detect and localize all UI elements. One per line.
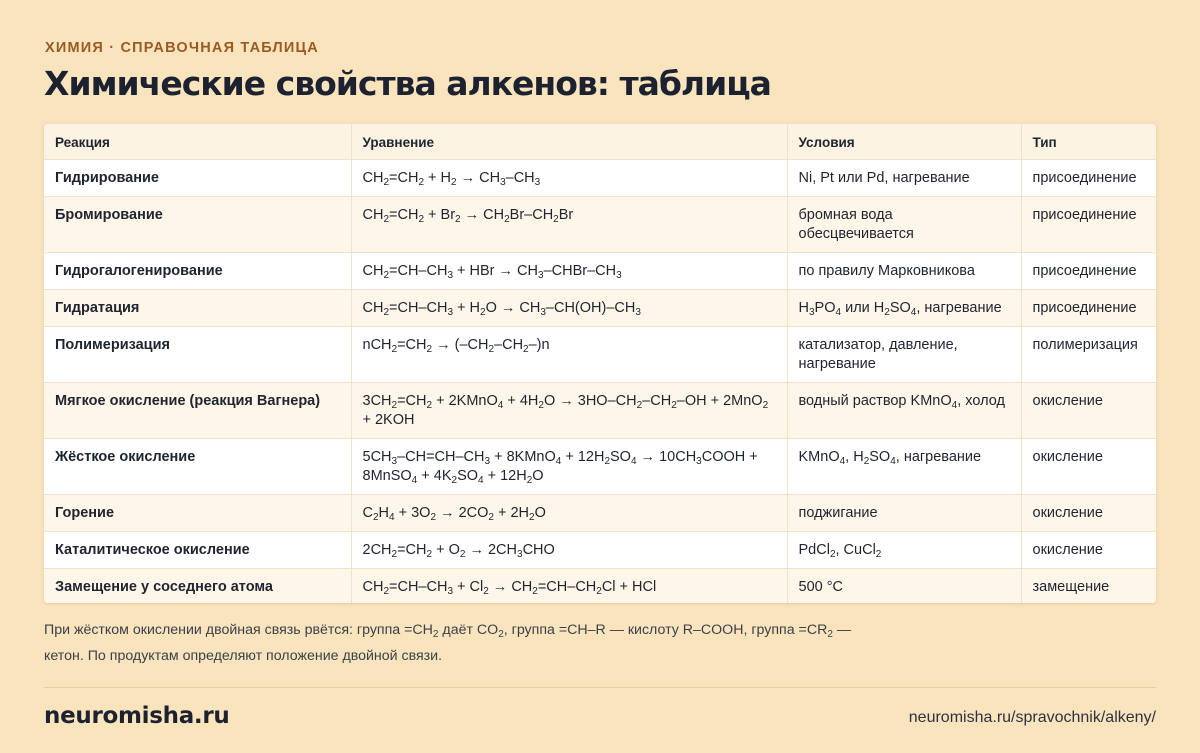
conditions-cell: PdCl$_2$, CuCl$_2$	[787, 531, 1021, 568]
conditions-cell: по правилу Марковникова	[787, 252, 1021, 289]
equation-cell: $CH_2=CH_2 + Br_2 \to CH_2Br-CH_2Br$	[351, 196, 787, 252]
conditions-cell: водный раствор KMnO$_4$, холод	[787, 382, 1021, 438]
column-header-type: Тип	[1021, 124, 1156, 159]
reaction-cell: Бромирование	[44, 196, 351, 252]
column-header-reaction: Реакция	[44, 124, 351, 159]
equation-cell: $3CH_2=CH_2$ + 2KMnO$_4$ + $4H_2O \to 3HO-CH_2-CH_2-OH + 2MnO_2 + 2KOH$	[351, 382, 787, 438]
reaction-cell: Замещение у соседнего атома	[44, 568, 351, 603]
table-row	[44, 494, 1156, 531]
equation-cell: $CH_2=CH-CH_3 + H_2O \to CH_3-CH(OH)-CH_3$	[351, 289, 787, 326]
reactions-table-card	[44, 124, 1156, 603]
footnote: При жёстком окислении двойная связь рвётся: группа $=CH_2$ даёт $CO_2$, группа =CH–R — кислоту R–COOH, группа $=CR_2$ — кетон. По продуктам определяют положение двойной связи.	[44, 622, 852, 664]
type-cell: присоединение	[1021, 159, 1156, 196]
table-row	[44, 568, 1156, 603]
type-cell: присоединение	[1021, 289, 1156, 326]
category-label: ХИМИЯ · СПРАВОЧНАЯ ТАБЛИЦА	[45, 40, 319, 56]
reaction-cell: Гидратация	[44, 289, 351, 326]
table-row	[44, 252, 1156, 289]
column-header-conditions: Условия	[787, 124, 1021, 159]
column-header-equation: Уравнение	[351, 124, 787, 159]
table-row	[44, 326, 1156, 382]
conditions-cell: Ni, Pt или Pd, нагревание	[787, 159, 1021, 196]
type-cell: окисление	[1021, 382, 1156, 438]
conditions-cell: поджигание	[787, 494, 1021, 531]
type-cell: замещение	[1021, 568, 1156, 603]
type-cell: полимеризация	[1021, 326, 1156, 382]
table-row	[44, 531, 1156, 568]
equation-cell: $nCH_2=CH_2 \to (-CH_2-CH_2-)n$	[351, 326, 787, 382]
table-row	[44, 289, 1156, 326]
table-header-row	[44, 124, 1156, 159]
conditions-cell: катализатор, давление, нагревание	[787, 326, 1021, 382]
reaction-cell: Полимеризация	[44, 326, 351, 382]
table-row	[44, 196, 1156, 252]
type-cell: окисление	[1021, 531, 1156, 568]
site-logo[interactable]: neuromisha.ru	[44, 703, 230, 729]
table-row	[44, 438, 1156, 494]
type-cell: присоединение	[1021, 252, 1156, 289]
reaction-cell: Мягкое окисление (реакция Вагнера)	[44, 382, 351, 438]
equation-cell: $5CH_3-CH=CH-CH_3$ + 8KMnO$_4$ + $12H_2SO_4$ → $10CH_3COOH$ + 8MnSO$_4$ + $4K_2SO_4 + 12H_2O$	[351, 438, 787, 494]
conditions-cell: бромная вода обесцвечивается	[787, 196, 1021, 252]
reactions-table	[44, 124, 1156, 603]
reaction-cell: Горение	[44, 494, 351, 531]
type-cell: окисление	[1021, 438, 1156, 494]
equation-cell: $CH_2=CH-CH_3 + Cl_2 \to CH_2=CH-CH_2Cl$ + HCl	[351, 568, 787, 603]
equation-cell: $C_2H_4 + 3O_2 \to 2CO_2 + 2H_2O$	[351, 494, 787, 531]
equation-cell: $CH_2=CH-CH_3$ + HBr → $CH_3-CHBr-CH_3$	[351, 252, 787, 289]
page-url[interactable]: neuromisha.ru/spravochnik/alkeny/	[908, 709, 1156, 726]
equation-cell: $CH_2=CH_2 + H_2 \to CH_3-CH_3$	[351, 159, 787, 196]
page-title: Химические свойства алкенов: таблица	[44, 64, 771, 103]
equation-cell: $2CH_2=CH_2 + O_2 \to 2CH_3CHO$	[351, 531, 787, 568]
reaction-cell: Гидрогалогенирование	[44, 252, 351, 289]
footer-divider	[44, 687, 1156, 688]
reaction-cell: Каталитическое окисление	[44, 531, 351, 568]
conditions-cell: 500 °C	[787, 568, 1021, 603]
type-cell: присоединение	[1021, 196, 1156, 252]
reaction-cell: Жёсткое окисление	[44, 438, 351, 494]
table-row	[44, 159, 1156, 196]
conditions-cell: $H_3PO_4$ или $H_2SO_4$, нагревание	[787, 289, 1021, 326]
type-cell: окисление	[1021, 494, 1156, 531]
reaction-cell: Гидрирование	[44, 159, 351, 196]
conditions-cell: KMnO$_4$, $H_2SO_4$, нагревание	[787, 438, 1021, 494]
table-row	[44, 382, 1156, 438]
